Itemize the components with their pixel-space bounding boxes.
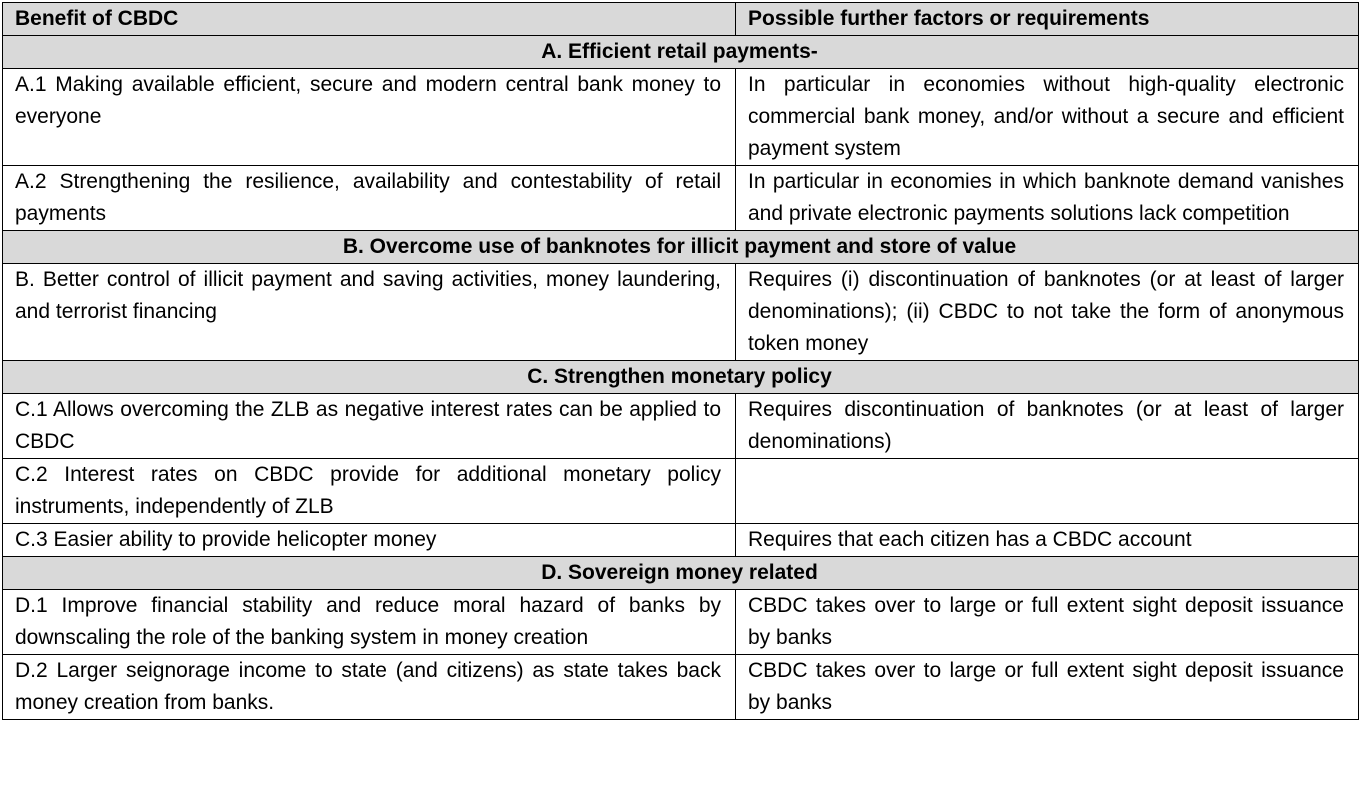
table-row xyxy=(3,69,1359,166)
table-header-row xyxy=(3,3,1359,36)
requirement-cell: CBDC takes over to large or full extent sight deposit issuance by banks xyxy=(736,655,1359,720)
table-row xyxy=(3,655,1359,720)
table-row xyxy=(3,524,1359,557)
section-title: D. Sovereign money related xyxy=(3,557,1359,590)
benefit-cell: D.2 Larger seignorage income to state (and citizens) as state takes back money creation from banks. xyxy=(3,655,736,720)
requirement-cell: In particular in economies without high-quality electronic commercial bank money, and/or without a secure and efficient payment system xyxy=(736,69,1359,166)
table-row xyxy=(3,590,1359,655)
requirement-cell: Requires (i) discontinuation of banknotes (or at least of larger denominations); (ii) CBDC to not take the form of anonymous token money xyxy=(736,264,1359,361)
header-requirements: Possible further factors or requirements xyxy=(736,3,1359,36)
table-row xyxy=(3,264,1359,361)
section-title: C. Strengthen monetary policy xyxy=(3,361,1359,394)
section-title: A. Efficient retail payments- xyxy=(3,36,1359,69)
benefit-cell: B. Better control of illicit payment and saving activities, money laundering, and terrorist financing xyxy=(3,264,736,361)
table-row xyxy=(3,166,1359,231)
section-row-d xyxy=(3,557,1359,590)
benefit-cell: D.1 Improve financial stability and reduce moral hazard of banks by downscaling the role of the banking system in money creation xyxy=(3,590,736,655)
section-row-b xyxy=(3,231,1359,264)
document-page xyxy=(2,2,1359,720)
benefit-cell: C.1 Allows overcoming the ZLB as negative interest rates can be applied to CBDC xyxy=(3,394,736,459)
table-row xyxy=(3,394,1359,459)
requirement-cell: Requires that each citizen has a CBDC account xyxy=(736,524,1359,557)
requirement-cell: CBDC takes over to large or full extent sight deposit issuance by banks xyxy=(736,590,1359,655)
cbdc-benefits-table xyxy=(2,2,1359,720)
benefit-cell: C.3 Easier ability to provide helicopter money xyxy=(3,524,736,557)
table-row xyxy=(3,459,1359,524)
requirement-cell: In particular in economies in which banknote demand vanishes and private electronic payments solutions lack competition xyxy=(736,166,1359,231)
section-row-a xyxy=(3,36,1359,69)
section-row-c xyxy=(3,361,1359,394)
section-title: B. Overcome use of banknotes for illicit payment and store of value xyxy=(3,231,1359,264)
benefit-cell: A.2 Strengthening the resilience, availability and contestability of retail payments xyxy=(3,166,736,231)
benefit-cell: C.2 Interest rates on CBDC provide for additional monetary policy instruments, independently of ZLB xyxy=(3,459,736,524)
header-benefit: Benefit of CBDC xyxy=(3,3,736,36)
benefit-cell: A.1 Making available efficient, secure and modern central bank money to everyone xyxy=(3,69,736,166)
requirement-cell xyxy=(736,459,1359,524)
requirement-cell: Requires discontinuation of banknotes (or at least of larger denominations) xyxy=(736,394,1359,459)
